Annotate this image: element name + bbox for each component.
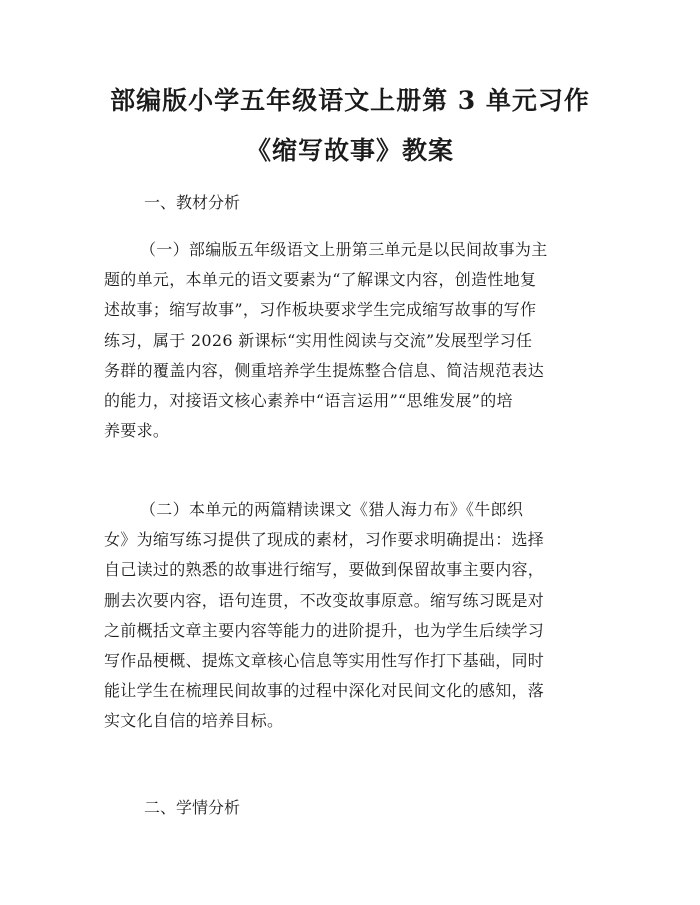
paragraph-1-line: 养要求。 [104, 421, 170, 441]
paragraph-2-line: 自己读过的熟悉的故事进行缩写，要做到保留故事主要内容， [104, 560, 545, 580]
paragraph-2-line: 实文化自信的培养目标。 [104, 711, 284, 731]
paragraph-2-line: 女》为缩写练习提供了现成的素材，习作要求明确提出：选择 [104, 530, 545, 550]
section-heading-learner-analysis: 二、学情分析 [144, 798, 241, 817]
paragraph-2-line: 之前概括文章主要内容等能力的进阶提升，也为学生后续学习 [104, 620, 545, 640]
paragraph-2-line: 写作品梗概、提炼文章核心信息等实用性写作打下基础，同时 [104, 651, 545, 671]
paragraph-2 [104, 495, 604, 737]
paragraph-1-line: 题的单元，本单元的语文要素为“了解课文内容，创造性地复 [104, 270, 537, 290]
document-title-line-1: 部编版小学五年级语文上册第 3 单元习作 [110, 86, 590, 115]
paragraph-2-line: （二）本单元的两篇精读课文《猎人海力布》《牛郎织 [140, 500, 524, 519]
paragraph-1-line: 务群的覆盖内容，侧重培养学生提炼整合信息、简洁规范表达 [104, 360, 545, 380]
document-title-line-2: 《缩写故事》教案 [245, 136, 454, 165]
paragraph-1 [104, 235, 604, 446]
paragraph-1-line: 的能力，对接语文核心素养中“语言运用”“思维发展”的培 [104, 391, 513, 411]
section-heading-textbook-analysis: 一、教材分析 [144, 193, 241, 212]
paragraph-1-line: 练习，属于 2026 新课标“实用性阅读与交流”发展型学习任 [104, 330, 533, 350]
paragraph-1-line: 述故事；缩写故事”，习作板块要求学生完成缩写故事的写作 [104, 300, 537, 320]
paragraph-2-line: 删去次要内容，语句连贯，不改变故事原意。缩写练习既是对 [104, 590, 545, 610]
paragraph-1-line: （一）部编版五年级语文上册第三单元是以民间故事为主 [140, 240, 548, 259]
paragraph-2-line: 能让学生在梳理民间故事的过程中深化对民间文化的感知，落 [104, 681, 545, 701]
